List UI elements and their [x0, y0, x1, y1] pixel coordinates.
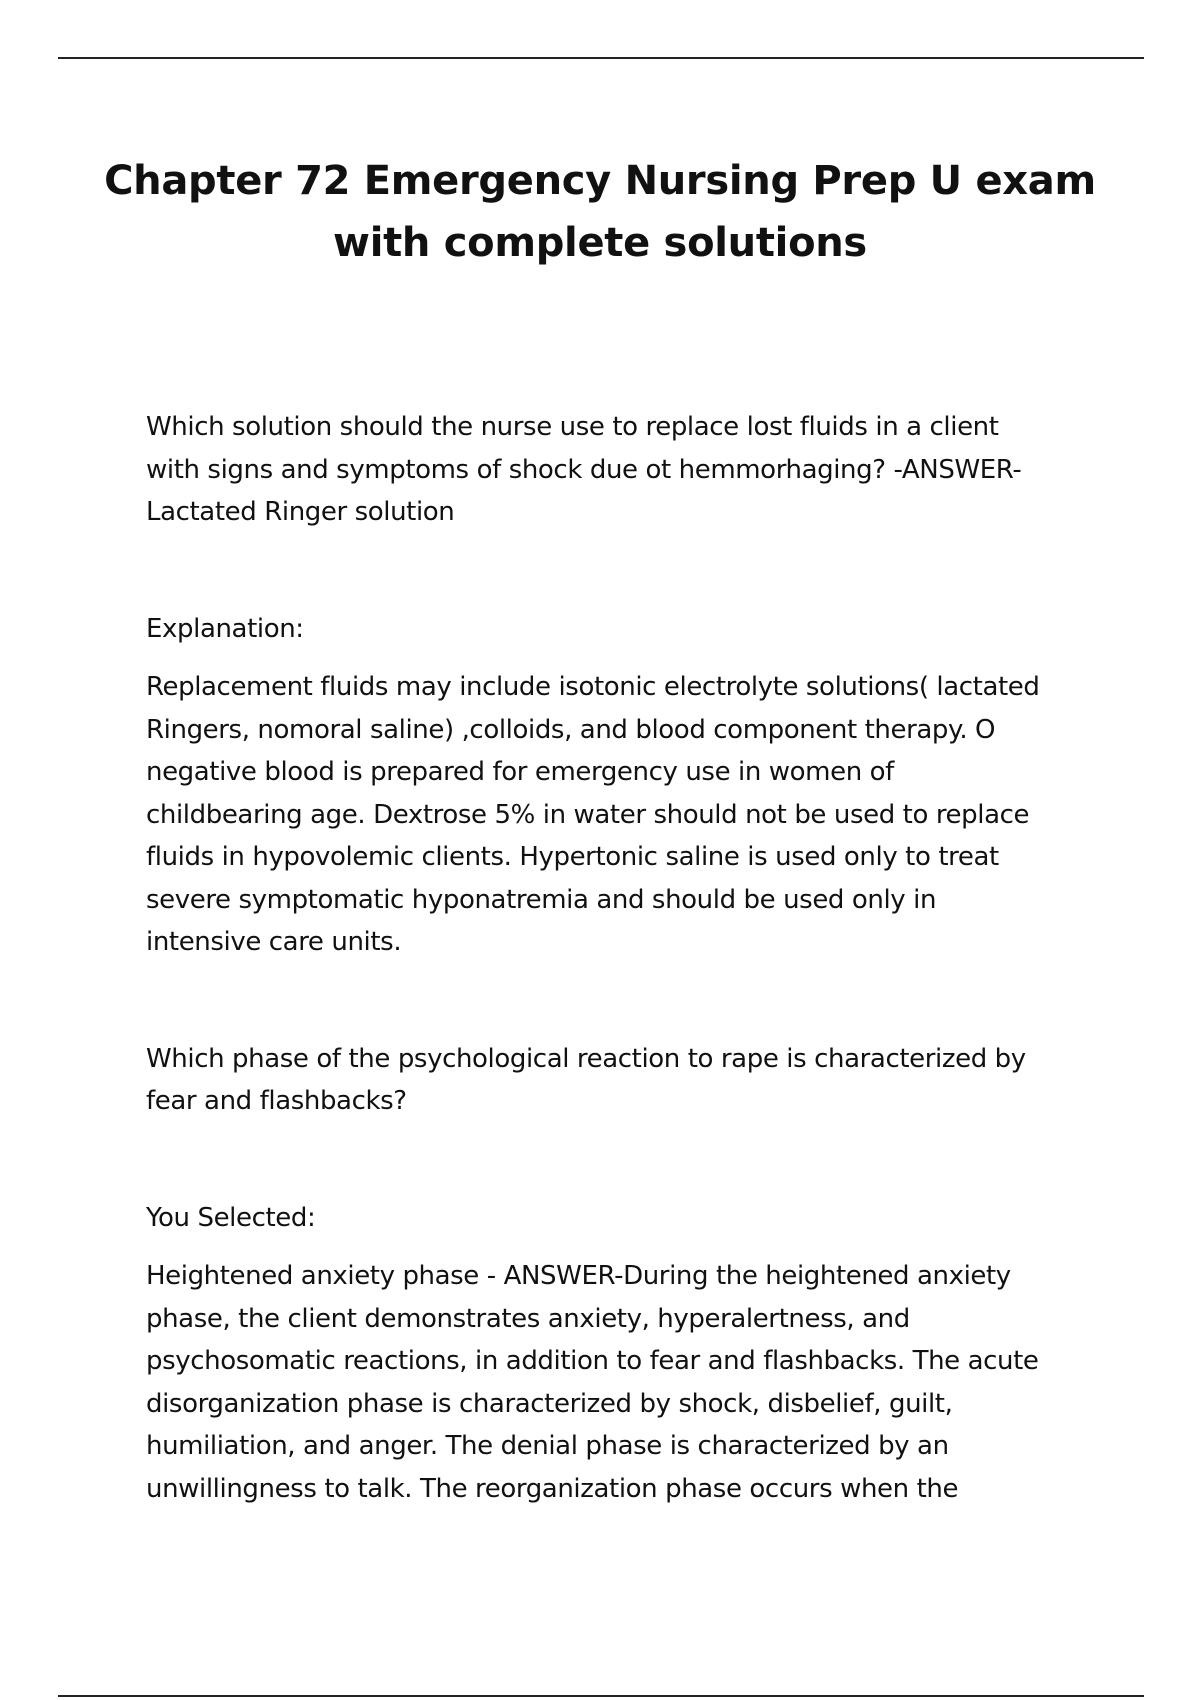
selected-label: You Selected:	[146, 1202, 316, 1233]
explanation-label: Explanation:	[146, 613, 304, 644]
question-2: Which phase of the psychological reaction to rape is characterized by fear and flashbacks?	[146, 1043, 1026, 1116]
document-body	[146, 406, 1046, 1510]
title-line-1: Chapter 72 Emergency Nursing Prep U exam	[104, 158, 1096, 204]
document-title	[0, 150, 1200, 274]
question-1: Which solution should the nurse use to replace lost fluids in a client with signs and symptoms of shock due ot hemmorhaging? -ANSWER-Lactated Ringer solution	[146, 412, 1022, 527]
title-line-2: with complete solutions	[333, 220, 867, 266]
explanation-text: Replacement fluids may include isotonic electrolyte solutions( lactated Ringers, nomoral saline) ,colloids, and blood component therapy. O negative blood is prepared for emergency use in women of childbearing age. Dextrose 5% in water should not be used to replace fluids in hypovolemic clients. Hypertonic saline is used only to treat severe symptomatic hyponatremia and should be used only in intensive care units.	[146, 672, 1040, 957]
answer-2-text: Heightened anxiety phase - ANSWER-During the heightened anxiety phase, the client demonstrates anxiety, hyperalertness, and psychosomatic reactions, in addition to fear and flashbacks. The acute disorganization phase is characterized by shock, disbelief, guilt, humiliation, and anger. The denial phase is characterized by an unwillingness to talk. The reorganization phase occurs when the	[146, 1261, 1039, 1504]
top-rule	[58, 57, 1144, 59]
bottom-rule	[58, 1695, 1144, 1697]
